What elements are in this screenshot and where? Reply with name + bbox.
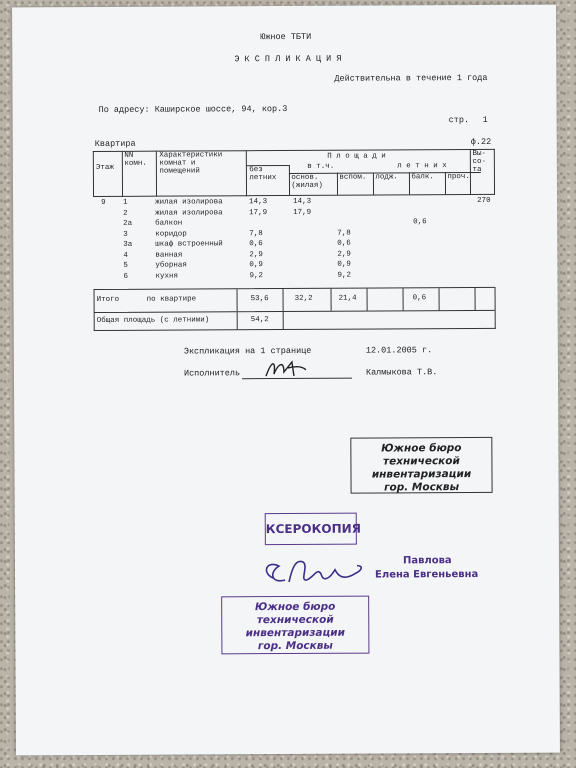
cell-name: жилая изолирова — [155, 208, 223, 218]
document-sheet — [12, 5, 560, 756]
cell-a: 0,6 — [249, 240, 263, 249]
cell-a: 14,3 — [249, 198, 268, 207]
cell-c: 2,9 — [337, 250, 351, 259]
bti-stamp-lower: Южное бюро технической инвентаризации гор. Москвы — [221, 596, 369, 655]
total-aux: 21,4 — [338, 294, 357, 303]
subcol-aux: вспом. — [337, 173, 374, 195]
cell-name: ванная — [155, 251, 183, 260]
date: 12.01.2005 г. — [365, 345, 433, 356]
total-balcony: 0,6 — [412, 294, 427, 303]
total-main: 32,2 — [294, 294, 313, 303]
total-area-label: Общая площадь (с летними) — [96, 316, 210, 325]
address: По адресу: Каширское шоссе, 94, кор.3 — [98, 103, 288, 115]
signer-surname: Павлова — [402, 555, 452, 567]
cell-n: 4 — [123, 251, 128, 260]
col-characteristics: Характеристики комнат и помещений — [157, 151, 247, 196]
cell-floor: 9 — [101, 198, 106, 207]
col-nn: NN комн. — [122, 151, 157, 196]
cell-c: 9,2 — [337, 271, 351, 280]
cell-c: 7,8 — [337, 229, 351, 238]
cell-n: 3 — [123, 230, 128, 239]
cell-n: 1 — [123, 198, 128, 207]
cell-a: 7,8 — [249, 229, 263, 238]
explication-header — [93, 149, 495, 197]
cell-name: балкон — [155, 219, 183, 228]
cell-c: 0,6 — [337, 239, 351, 248]
total-area-value: 54,2 — [250, 316, 269, 325]
total-label: Итого — [96, 295, 120, 304]
cell-n: 2 — [123, 209, 128, 218]
subcol-balcony: балк. — [409, 172, 446, 194]
cell-b: 14,3 — [293, 197, 312, 206]
pages-note: Экспликация на 1 странице — [183, 345, 312, 357]
executor-label: Исполнитель — [183, 368, 241, 379]
executor-signature — [262, 356, 310, 384]
cell-n: 2а — [123, 219, 133, 228]
subcol-other: проч. — [445, 172, 481, 194]
validity-note: Действительна в течение 1 года — [334, 72, 488, 84]
col-floor: Этаж — [93, 151, 122, 196]
cell-a: 0,9 — [249, 261, 263, 270]
cell-c: 0,9 — [337, 260, 351, 269]
explication-rows — [93, 195, 495, 286]
doc-title: Э К С П Л И К А Ц И Я — [234, 53, 342, 65]
cell-a: 9,2 — [249, 271, 263, 280]
col-height: Вы- со- та — [470, 149, 495, 194]
cell-a: 2,9 — [249, 250, 263, 259]
subcol-loggia: лодж. — [373, 172, 410, 194]
executor-name: Калмыкова Т.В. — [365, 367, 438, 378]
total-area-row — [94, 311, 496, 331]
subcol-main: основ. (жилая) — [289, 173, 338, 195]
page-number: 1 — [482, 114, 488, 125]
cell-name: жилая изолирова — [155, 198, 223, 207]
cell-n: 3а — [123, 240, 133, 249]
cell-name: уборная — [155, 261, 187, 270]
signer-signature — [259, 552, 369, 593]
cell-h: 270 — [477, 196, 491, 205]
total-without: 53,6 — [250, 295, 269, 304]
cell-e: 0,6 — [413, 218, 427, 227]
org-name: Южное ТБТИ — [260, 31, 312, 43]
copy-stamp: КСЕРОКОПИЯ — [265, 513, 357, 545]
cell-n: 6 — [123, 272, 128, 281]
cell-name: кухня — [155, 272, 178, 281]
page-label: стр. — [448, 115, 470, 126]
cell-a: 17,9 — [249, 208, 268, 217]
subcol-without: без летних — [247, 165, 290, 195]
col-areas: П л о щ а д и без летних в т.ч. основ. (жилая) вспом. л е т н и х лодж. балк. проч. — [247, 150, 470, 196]
total-label-2: по квартире — [146, 295, 197, 304]
cell-name: коридор — [155, 230, 187, 239]
cell-n: 5 — [123, 261, 128, 270]
cell-b: 17,9 — [293, 208, 312, 217]
total-row — [94, 287, 496, 313]
object-type: Квартира — [94, 138, 136, 149]
form-number: ф.22 — [470, 136, 492, 148]
cell-name: шкаф встроенный — [155, 240, 223, 249]
signer-name: Елена Евгеньевна — [374, 568, 479, 581]
bti-stamp-upper: Южное бюро технической инвентаризации гор. Москвы — [350, 437, 492, 494]
